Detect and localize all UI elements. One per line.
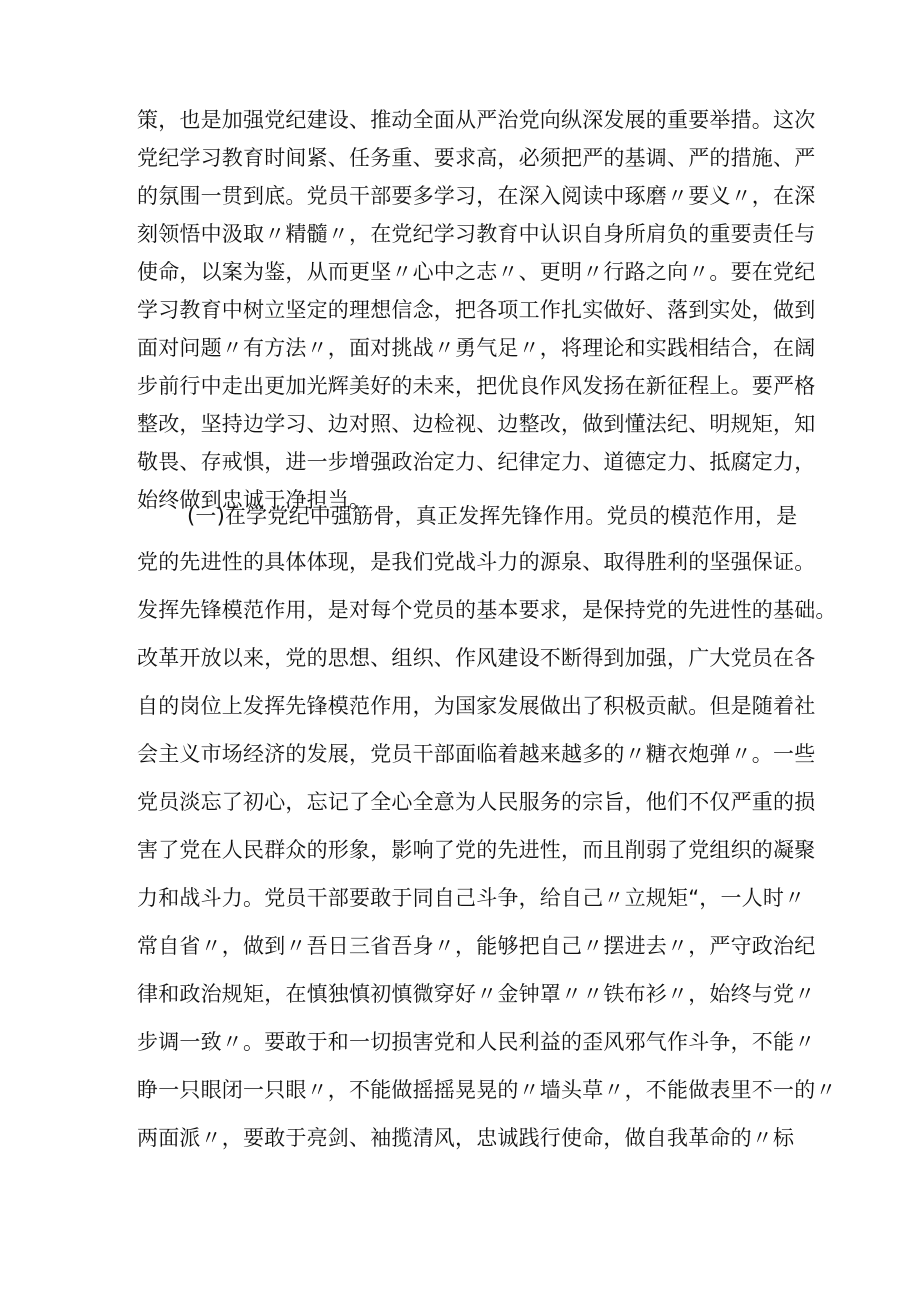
- paragraph-line: 刻领悟中汲取〃精髓〃，在党纪学习教育中认识自身所肩负的重要责任与: [137, 222, 816, 246]
- paragraph-line: 党的先进性的具体体现，是我们党战斗力的源泉、取得胜利的坚强保证。: [137, 550, 816, 574]
- paragraph-line: 常自省〃，做到〃吾日三省吾身〃，能够把自己〃摆进去〃，严守政治纪: [137, 934, 816, 958]
- paragraph-line: 的氛围一贯到底。党员干部要多学习，在深入阅读中琢磨〃要义〃，在深: [137, 184, 816, 208]
- paragraph-line: 发挥先锋模范作用，是对每个党员的基本要求，是保持党的先进性的基础。: [137, 598, 837, 622]
- paragraph-line: 学习教育中树立坚定的理想信念，把各项工作扎实做好、落到实处，做到: [137, 298, 816, 322]
- paragraph-line: 自的岗位上发挥先锋模范作用，为国家发展做出了积极贡献。但是随着社: [137, 694, 816, 718]
- paragraph-line: 党纪学习教育时间紧、任务重、要求高，必须把严的基调、严的措施、严: [137, 146, 816, 170]
- paragraph-line: 使命，以案为鉴，从而更坚〃心中之志〃、更明〃行路之向〃。要在党纪: [137, 260, 816, 284]
- paragraph-line: 会主义市场经济的发展，党员干部面临着越来越多的〃糖衣炮弹〃。一些: [137, 742, 816, 766]
- paragraph-line: 整改，坚持边学习、边对照、边检视、边整改，做到懂法纪、明规矩，知: [137, 412, 816, 436]
- paragraph-line: 策，也是加强党纪建设、推动全面从严治党向纵深发展的重要举措。这次: [137, 108, 816, 132]
- paragraph-line: 面对问题〃有方法〃，面对挑战〃勇气足〃，将理论和实践相结合，在阔: [137, 336, 816, 360]
- paragraph-line: 律和政治规矩，在慎独慎初慎微穿好〃金钟罩〃〃铁布衫〃，始终与党〃: [137, 982, 816, 1006]
- paragraph-line: 敬畏、存戒惧，进一步增强政治定力、纪律定力、道德定力、抵腐定力，: [137, 450, 816, 474]
- paragraph-line: 两面派〃，要敢于亮剑、袖揽清风，忠诚践行使命，做自我革命的〃标: [137, 1126, 795, 1150]
- paragraph-line: (一)在学党纪中强筋骨，真正发挥先锋作用。党员的模范作用，是: [187, 504, 798, 528]
- paragraph-line: 害了党在人民群众的形象，影响了党的先进性，而且削弱了党组织的凝聚: [137, 838, 816, 862]
- paragraph-line: 始终做到忠诚干净担当。: [137, 488, 371, 512]
- paragraph-line: 步调一致〃。要敢于和一切损害党和人民利益的歪风邪气作斗争，不能〃: [137, 1030, 816, 1054]
- paragraph-line: 步前行中走出更加光辉美好的未来，把优良作风发扬在新征程上。要严格: [137, 374, 816, 398]
- paragraph-line: 睁一只眼闭一只眼〃，不能做摇摇晃晃的〃墙头草〃，不能做表里不一的〃: [137, 1078, 837, 1102]
- paragraph-line: 改革开放以来，党的思想、组织、作风建设不断得到加强，广大党员在各: [137, 646, 816, 670]
- paragraph-line: 党员淡忘了初心，忘记了全心全意为人民服务的宗旨，他们不仅严重的损: [137, 790, 816, 814]
- paragraph-line: 力和战斗力。党员干部要敢于同自己斗争，给自己〃立规矩“，一人时〃: [137, 886, 806, 910]
